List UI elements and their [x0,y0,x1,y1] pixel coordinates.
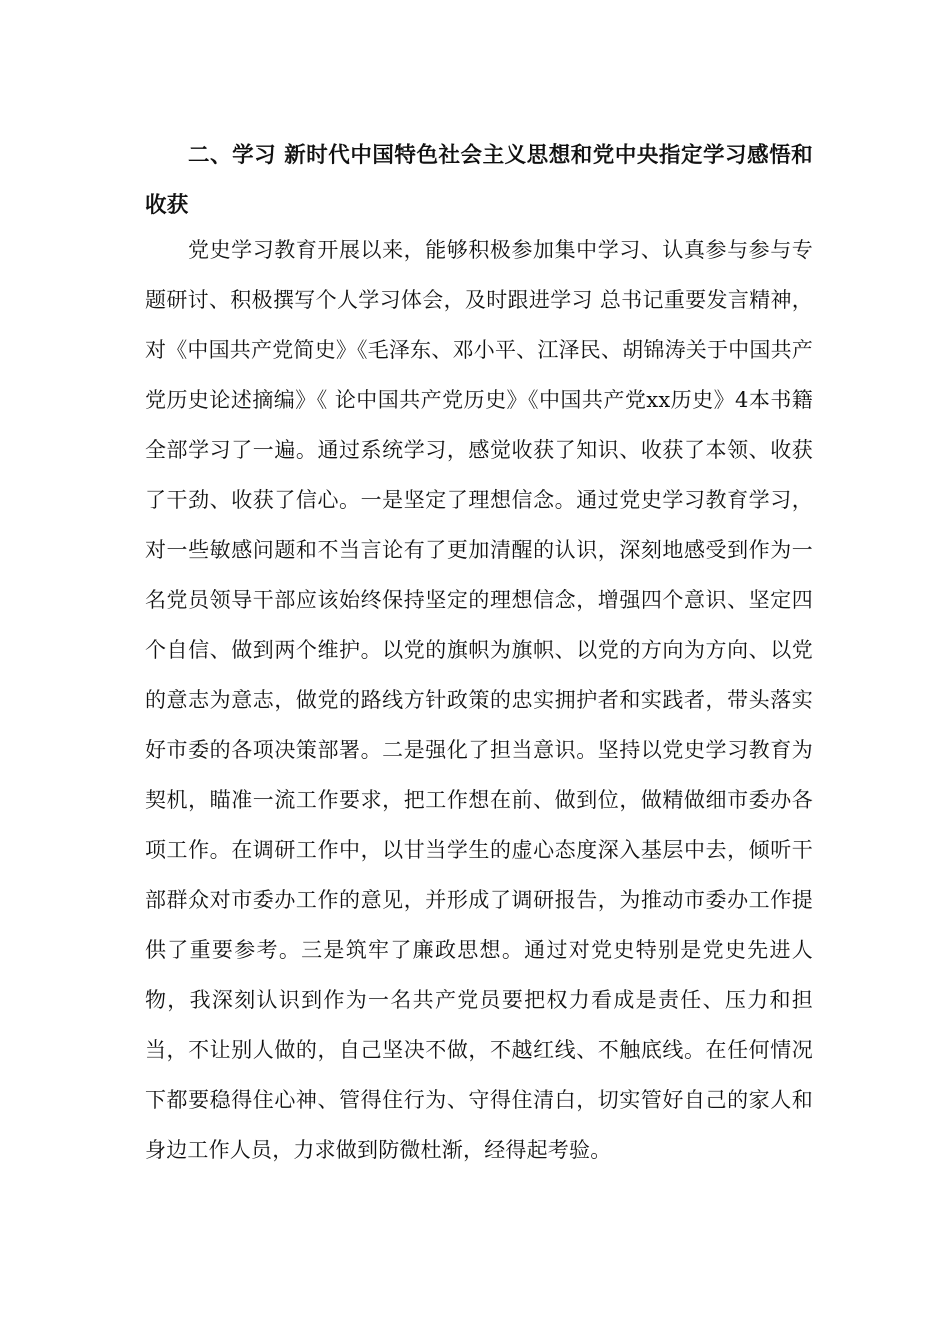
body-paragraph: 党史学习教育开展以来，能够积极参加集中学习、认真参与参与专题研讨、积极撰写个人学习体会，及时跟进学习 总书记重要发言精神，对《中国共产党简史》《毛泽东、邓小平、江泽民、胡锦涛关于中国共产党历史论述摘编》《 论中国共产党历史》《中国共产党xx历史》4本书籍全部学习了一遍。通过系统学习，感觉收获了知识、收获了本领、收获了干劲、收获了信心。一是坚定了理想信念。通过党史学习教育学习，对一些敏感问题和不当言论有了更加清醒的认识，深刻地感受到作为一名党员领导干部应该始终保持坚定的理想信念，增强四个意识、坚定四个自信、做到两个维护。以党的旗帜为旗帜、以党的方向为方向、以党的意志为意志，做党的路线方针政策的忠实拥护者和实践者，带头落实好市委的各项决策部署。二是强化了担当意识。坚持以党史学习教育为契机，瞄准一流工作要求，把工作想在前、做到位，做精做细市委办各项工作。在调研工作中，以甘当学生的虚心态度深入基层中去，倾听干部群众对市委办工作的意见，并形成了调研报告，为推动市委办工作提供了重要参考。三是筑牢了廉政思想。通过对党史特别是党史先进人物，我深刻认识到作为一名共产党员要把权力看成是责任、压力和担当，不让别人做的，自己坚决不做，不越红线、不触底线。在任何情况下都要稳得住心神、管得住行为、守得住清白，切实管好自己的家人和身边工作人员，力求做到防微杜渐，经得起考验。 [145,238,813,1162]
section-heading: 二、学习 新时代中国特色社会主义思想和党中央指定学习感悟和收获 [145,143,813,218]
